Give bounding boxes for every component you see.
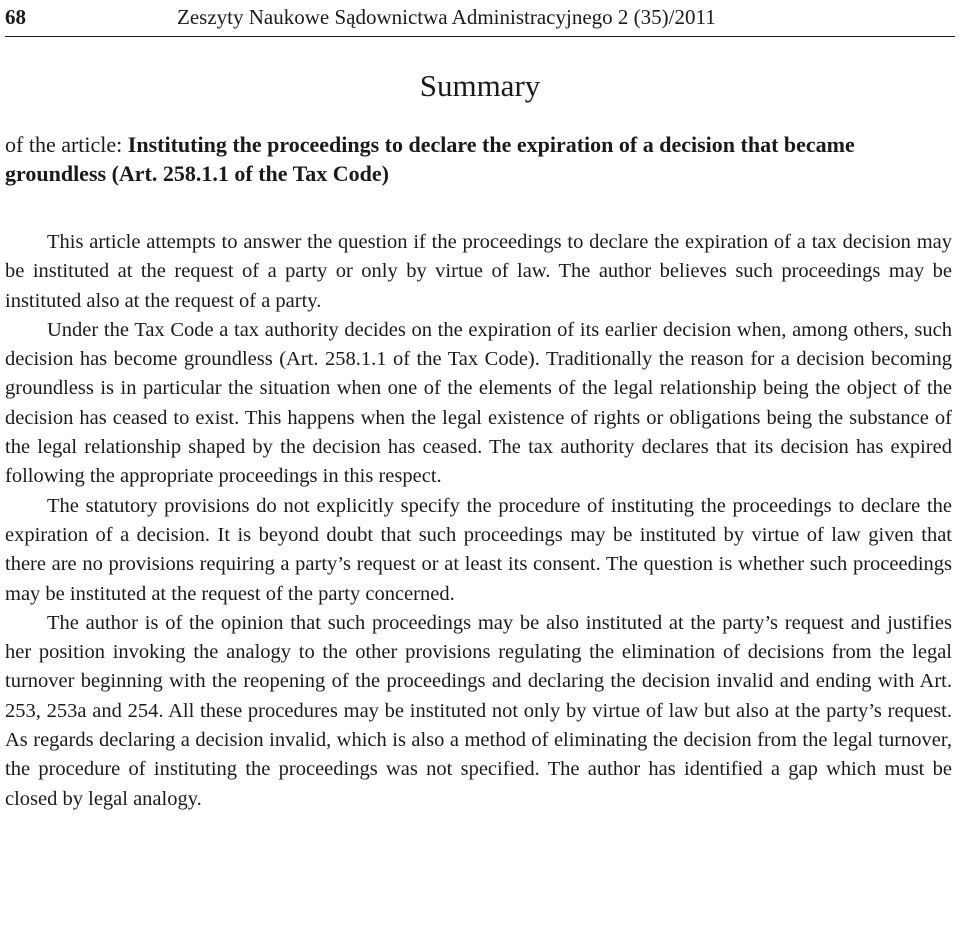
page-number: 68 [5, 5, 26, 29]
article-title-prefix: of the article: [5, 132, 128, 157]
paragraph: Under the Tax Code a tax authority decides on the expiration of its earlier decision when, among others, such decision has become groundless (Art. 258.1.1 of the Tax Code). Traditionally the reason for a decision becoming groundless is in particular the situation when one of the elements of the legal relationship being the object of the decision has ceased to exist. This happens when the legal existence of rights or obligations being the substance of the legal relationship shaped by the decision has ceased. The tax authority declares that its decision has expired following the appropriate proceedings in this respect. [5, 318, 952, 488]
paragraph: This article attempts to answer the question if the proceedings to declare the expiration of a tax decision may be instituted at the request of a party or only by virtue of law. The author believes such proceedings may be instituted also at the request of a party. [5, 231, 952, 312]
running-header [5, 0, 955, 34]
paragraph: The author is of the opinion that such proceedings may be also instituted at the party’s request and justifies her position invoking the analogy to the other provisions regulating the elimination of decisions from the legal turnover beginning with the reopening of the proceedings and declaring the decision invalid and ending with Art. 253, 253a and 254. All these procedures may be instituted not only by virtue of law but also at the party’s request. As regards declaring a decision invalid, which is also a method of eliminating the decision from the legal turnover, the procedure of instituting the proceedings was not specified. The author has identified a gap which must be closed by legal analogy. [5, 611, 952, 810]
summary-heading: Summary [419, 68, 541, 103]
article-title [5, 130, 952, 188]
summary-body [5, 228, 952, 814]
article-title-text: Instituting the proceedings to declare the expiration of a decision that became groundless (Art. 258.1.1 of the Tax Code) [5, 132, 855, 186]
paragraph: The statutory provisions do not explicitly specify the procedure of instituting the proceedings to declare the expiration of a decision. It is beyond doubt that such proceedings may be instituted by virtue of law given that there are no provisions requiring a party’s request or at least its consent. The question is whether such proceedings may be instituted at the request of the party concerned. [5, 494, 952, 605]
journal-title: Zeszyty Naukowe Sądownictwa Administracyjnego 2 (35)/2011 [177, 5, 716, 29]
header-rule [5, 36, 955, 37]
